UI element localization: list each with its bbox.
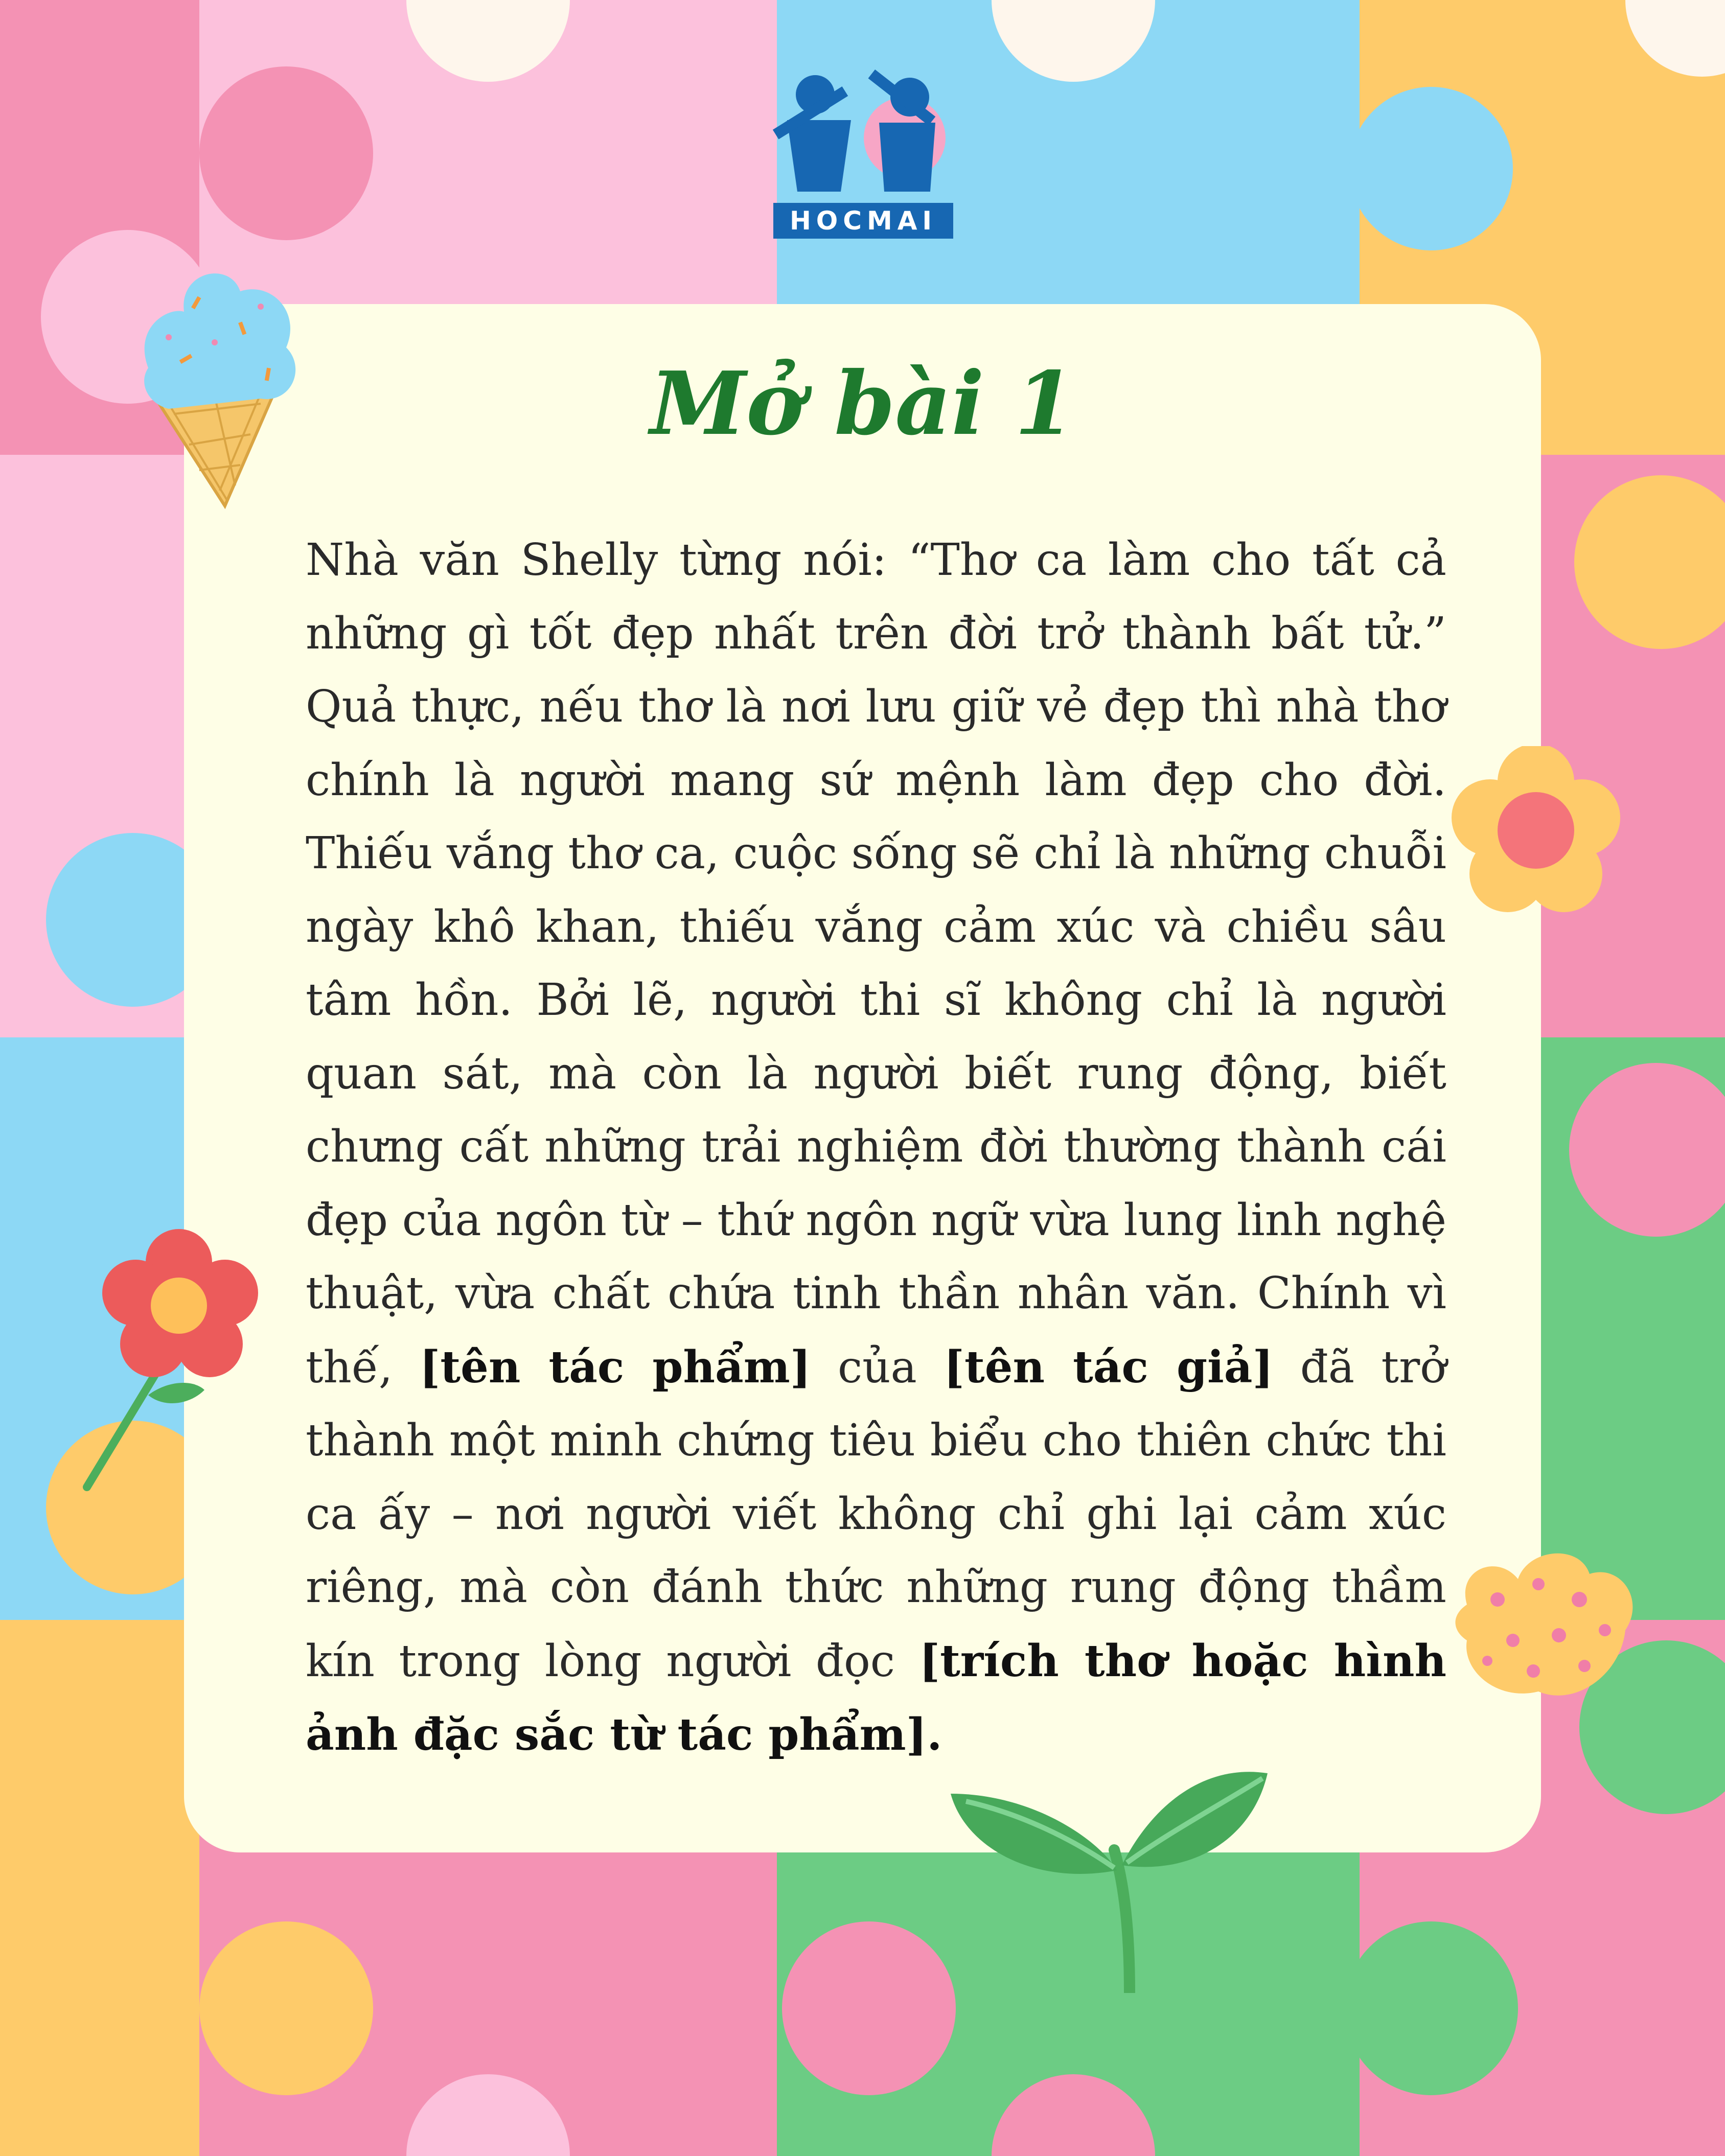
logo-text: HOCMAI (773, 203, 953, 239)
paragraph-text (306, 524, 1446, 1772)
paragraph-segment: Nhà văn Shelly từng nói: “Thơ ca làm cho tất cả những gì tốt đẹp nhất trên đời trở thành bất tử.” Quả thực, nếu thơ là nơi lưu giữ vẻ đẹp thì nhà thơ chính là người mang sứ mệnh làm đẹp cho đời. Thiếu vắng thơ ca, cuộc sống sẽ chỉ là những chuỗi ngày khô khan, thiếu vắng cảm xúc và chiều sâu tâm hồn. Bởi lẽ, người thi sĩ không chỉ là người quan sát, mà còn là người biết rung động, biết chưng cất những trải nghiệm đời thường thành cái đẹp của ngôn từ – thứ ngôn ngữ vừa lung linh nghệ thuật, vừa chất chứa tinh thần nhân văn. Chính vì thế, (306, 535, 1446, 1393)
placeholder-text: [tên tác giả] (944, 1341, 1274, 1393)
flower-icon (1452, 746, 1620, 915)
paragraph-segment: đã trở thành một minh chứng tiêu biểu cho thiên chức thi ca ấy – nơi người viết không chỉ ghi lại cảm xúc riêng, mà còn đánh thức những rung động thầm kín trong lòng người đọc (306, 1341, 1446, 1687)
page-title: Mở bài 1 (650, 353, 1075, 455)
placeholder-text: [tên tác phẩm] (419, 1341, 811, 1393)
placeholder-text: [trích thơ hoặc hình ảnh đặc sắc từ tác phẩm]. (306, 1635, 1446, 1760)
paragraph-segment: của (811, 1341, 944, 1393)
yellow-flower-icon (1452, 1543, 1646, 1707)
red-flower-icon (77, 1226, 291, 1497)
